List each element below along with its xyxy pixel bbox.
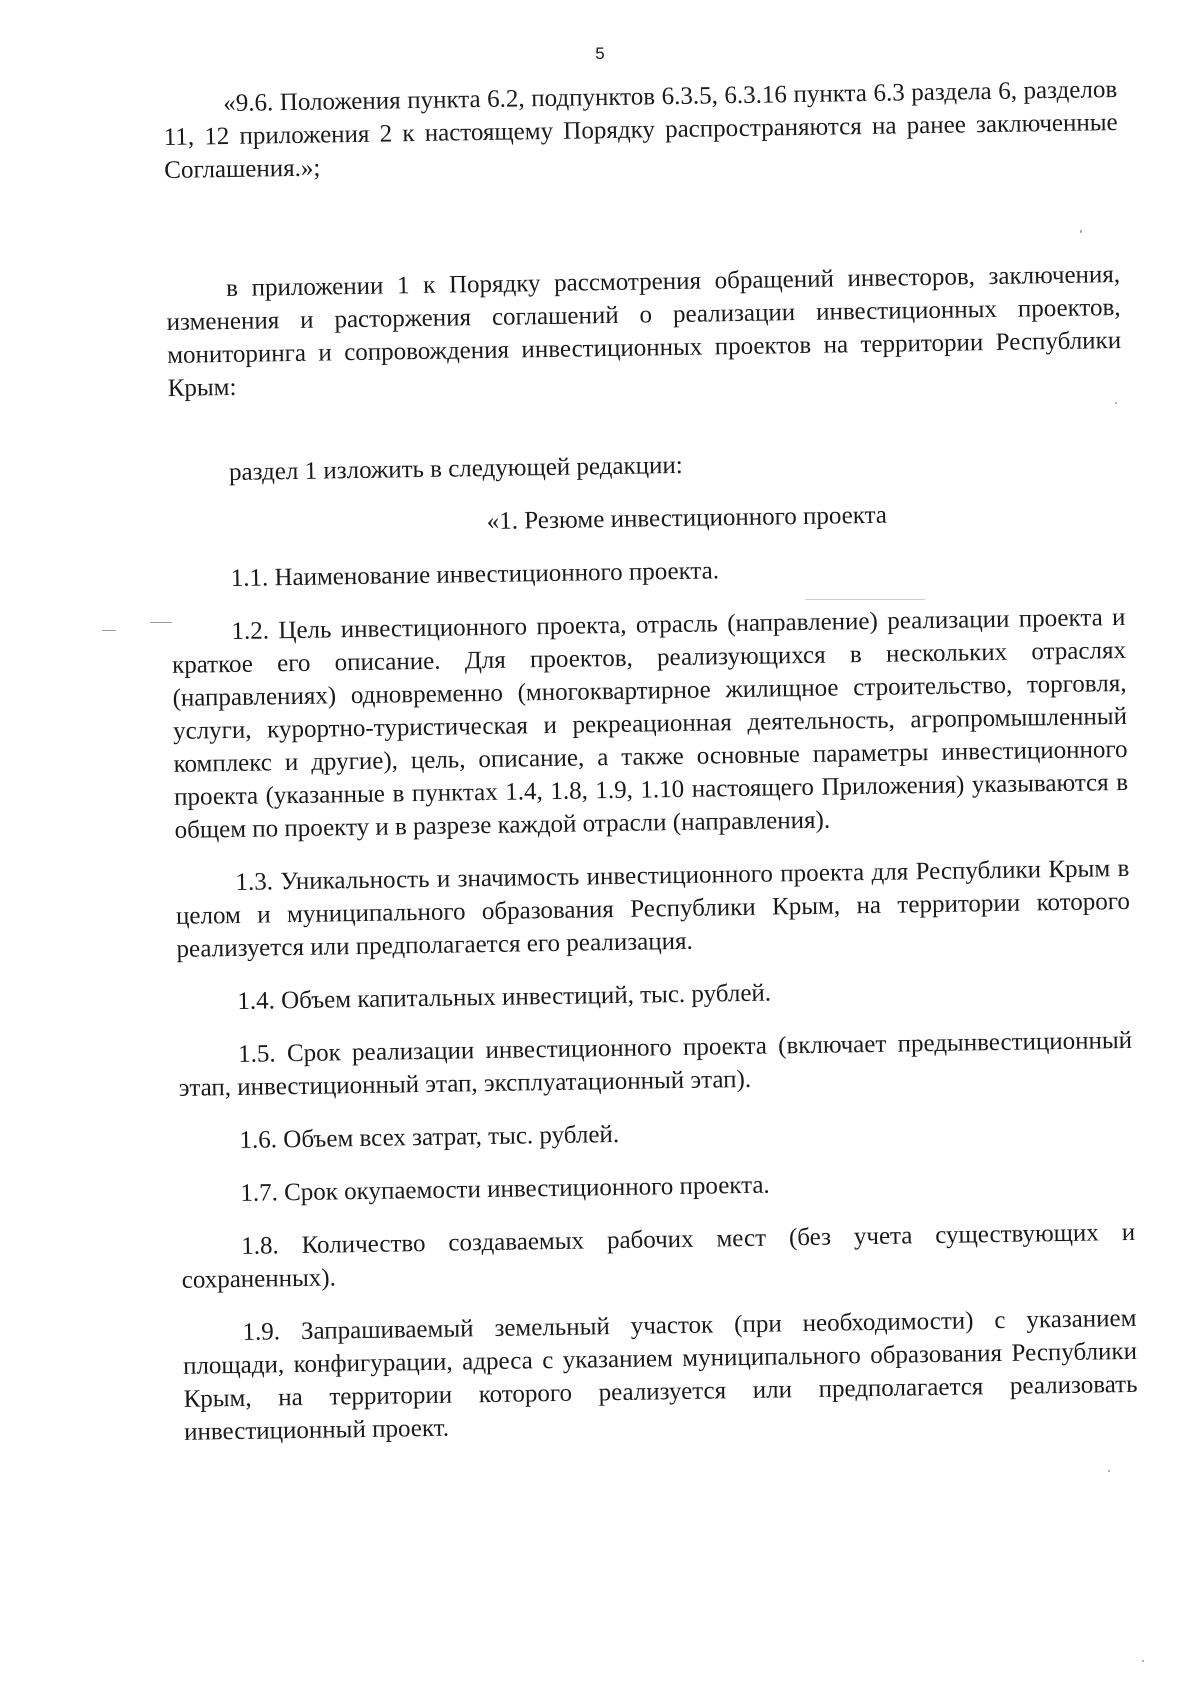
paragraph-1-5: 1.5. Срок реализации инвестиционного проекта (включает предынвестиционный этап, инвестиционный этап, эксплуатационный этап).	[178, 1026, 1133, 1102]
paragraph-1-4: 1.4. Объем капитальных инвестиций, тыс. рублей.	[237, 979, 772, 1015]
scan-speck	[805, 599, 925, 600]
scan-speck	[1115, 402, 1117, 404]
paragraph-1-7: 1.7. Срок окупаемости инвестиционного проекта.	[240, 1171, 770, 1207]
page-number: 5	[595, 44, 605, 63]
scan-speck	[1142, 1660, 1144, 1662]
paragraph-1-2: 1.2. Цель инвестиционного проекта, отрасль (направление) реализации проекта и краткое его описание. Для проектов, реализующихся в нескольких отраслях (направлениях) одновременно (многоквартирное жилищное строительство, торговля, услуги, курортно-туристическая и рекреационная деятельность, агропромышленный комплекс и другие), цель, описание, а также основные параметры инвестиционного проекта (указанные в пунктах 1.4, 1.8, 1.9, 1.10 настоящего Приложения) указываются в общем по проекту и в разрезе каждой отрасли (направления).	[171, 603, 1129, 844]
scan-speck	[1080, 230, 1082, 233]
paragraph-1-6: 1.6. Объем всех затрат, тыс. рублей.	[239, 1120, 620, 1154]
scan-speck	[150, 622, 172, 623]
paragraph-1-3: 1.3. Уникальность и значимость инвестиционного проекта для Республики Крым в целом и муниципального образования Республики Крым, на территории которого реализуется или предполагается его реализация.	[175, 854, 1131, 963]
section-heading: «1. Резюме инвестиционного проекта	[486, 501, 888, 535]
paragraph-1-1: 1.1. Наименование инвестиционного проекта.	[230, 557, 720, 592]
scan-speck	[102, 630, 116, 631]
scan-speck	[1108, 1470, 1110, 1472]
paragraph-appendix-intro: в приложении 1 к Порядку рассмотрения обращений инвесторов, заключения, изменения и расторжения соглашений о реализации инвестиционных проектов, мониторинга и сопровождения инвестиционных проектов на территории Республики Крым:	[166, 260, 1122, 402]
paragraph-section-1-instruction: раздел 1 изложить в следующей редакции:	[228, 451, 683, 487]
paragraph-1-8: 1.8. Количество создаваемых рабочих мест (без учета существующих и сохраненных).	[181, 1218, 1136, 1294]
paragraph-1-9: 1.9. Запрашиваемый земельный участок (при необходимости) с указанием площади, конфигурации, адреса с указанием муниципального образования Республики Крым, на территории которого реализуется или предполагается реализовать инвестиционный проект.	[182, 1304, 1138, 1446]
paragraph-9-6: «9.6. Положения пункта 6.2, подпунктов 6.3.5, 6.3.16 пункта 6.3 раздела 6, разделов 11, 12 приложения 2 к настоящему Порядку распространяются на ранее заключенные Соглашения.»;	[163, 76, 1118, 184]
document-body	[163, 73, 1138, 1449]
